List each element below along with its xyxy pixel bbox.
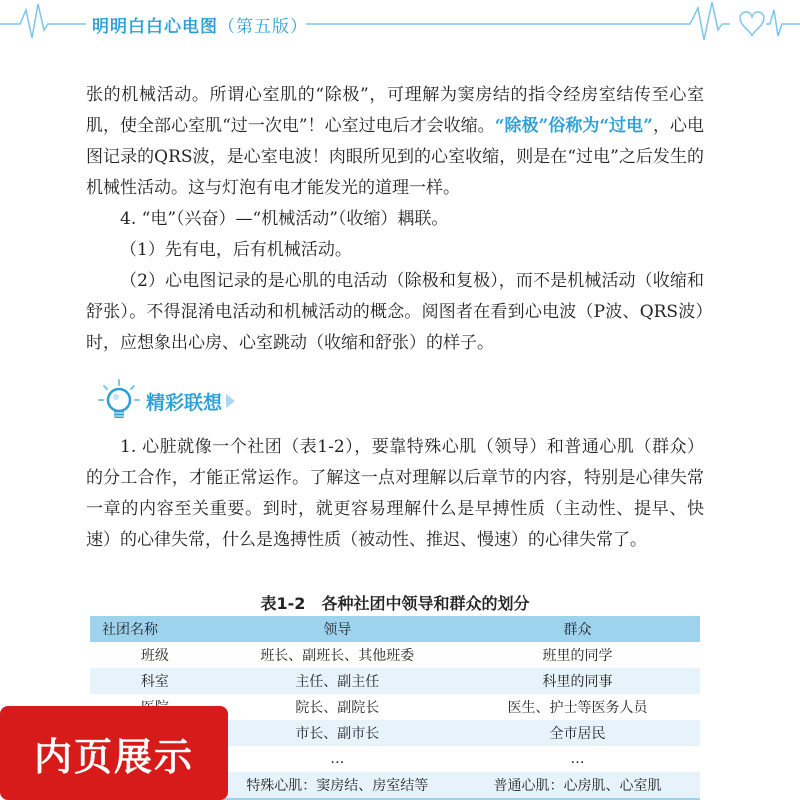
table-cell: … <box>330 751 345 767</box>
highlight-text: “除极”俗称为“过电” <box>494 116 653 136</box>
book-edition: （第五版） <box>218 17 308 37</box>
book-title <box>92 12 308 37</box>
table-cell: 班级 <box>140 648 169 664</box>
table-cell: 主任、副主任 <box>220 668 455 694</box>
section-heading <box>96 378 396 424</box>
table-cell: 医生、护士等医务人员 <box>507 700 648 716</box>
table-cell: 普通心肌：心房肌、心室肌 <box>455 772 700 799</box>
list-item-4: 4. “电”（兴奋）—“机械活动”（收缩）耦联。 <box>120 209 449 229</box>
paragraph-text: 张的机械活动。所谓心室肌的“除极”，可理解为窦房结的指令经房室结传至心室肌，使全部心室肌“过一次电”！心室过电后才会收缩。 <box>86 85 704 136</box>
table-cell: … <box>570 751 585 767</box>
table-cell: 科里的同事 <box>455 668 700 694</box>
table-caption: 表1-2 各种社团中领导和群众的划分 <box>260 594 530 613</box>
table-cell: 特殊心肌：窦房结、房室结等 <box>220 772 455 799</box>
lightbulb-icon <box>96 378 142 424</box>
book-title-main: 明明白白心电图 <box>92 17 218 37</box>
column-header: 领导 <box>220 616 455 642</box>
table-cell: 班里的同学 <box>542 648 613 664</box>
table-cell: 院长、副院长 <box>295 700 380 716</box>
inner-page-badge: 内页展示 <box>0 706 228 800</box>
column-header: 社团名称 <box>90 616 220 642</box>
table-cell: 全市居民 <box>455 720 700 746</box>
paragraph-analogy: 1. 心脏就像一个社团（表1-2），要靠特殊心肌（领导）和普通心肌（群众）的分工合作，才能正常运作。了解这一点对理解以后章节的内容，特别是心律失常一章的内容至关重要。到时，就更容易理解什么是早搏性质（主动性、提早、快速）的心律失常，什么是逸搏性质（被动性、推迟、慢速）的心律失常了。 <box>86 437 704 550</box>
paragraph-text: ，心电图记录的QRS波，是心室电波！肉眼所见到的心室收缩，则是在“过电”之后发生的机械性活动。这与灯泡有电才能发光的道理一样。 <box>86 116 704 198</box>
section-title: 精彩联想 <box>146 392 223 414</box>
triangle-right-icon <box>226 394 235 408</box>
table-cell: 班长、副班长、其他班委 <box>260 648 415 664</box>
table-cell: 市长、副市长 <box>220 720 455 746</box>
list-item-4-1: （1）先有电，后有机械活动。 <box>120 240 352 260</box>
body-text-2 <box>86 432 704 556</box>
paragraph-depolarization <box>86 80 704 204</box>
body-text <box>86 80 704 359</box>
table-row <box>90 642 700 668</box>
list-item-4-2: （2）心电图记录的是心肌的电活动（除极和复极），而不是机械活动（收缩和舒张）。不得混淆电活动和机械活动的概念。阅图者在看到心电波（P波、QRS波）时，应想象出心房、心室跳动（收缩和舒张）的样子。 <box>86 271 704 353</box>
table-row <box>90 668 700 694</box>
table-cell: 科室 <box>90 668 220 694</box>
page-header <box>0 0 800 50</box>
table-header-row <box>90 616 700 642</box>
column-header: 群众 <box>455 616 700 642</box>
